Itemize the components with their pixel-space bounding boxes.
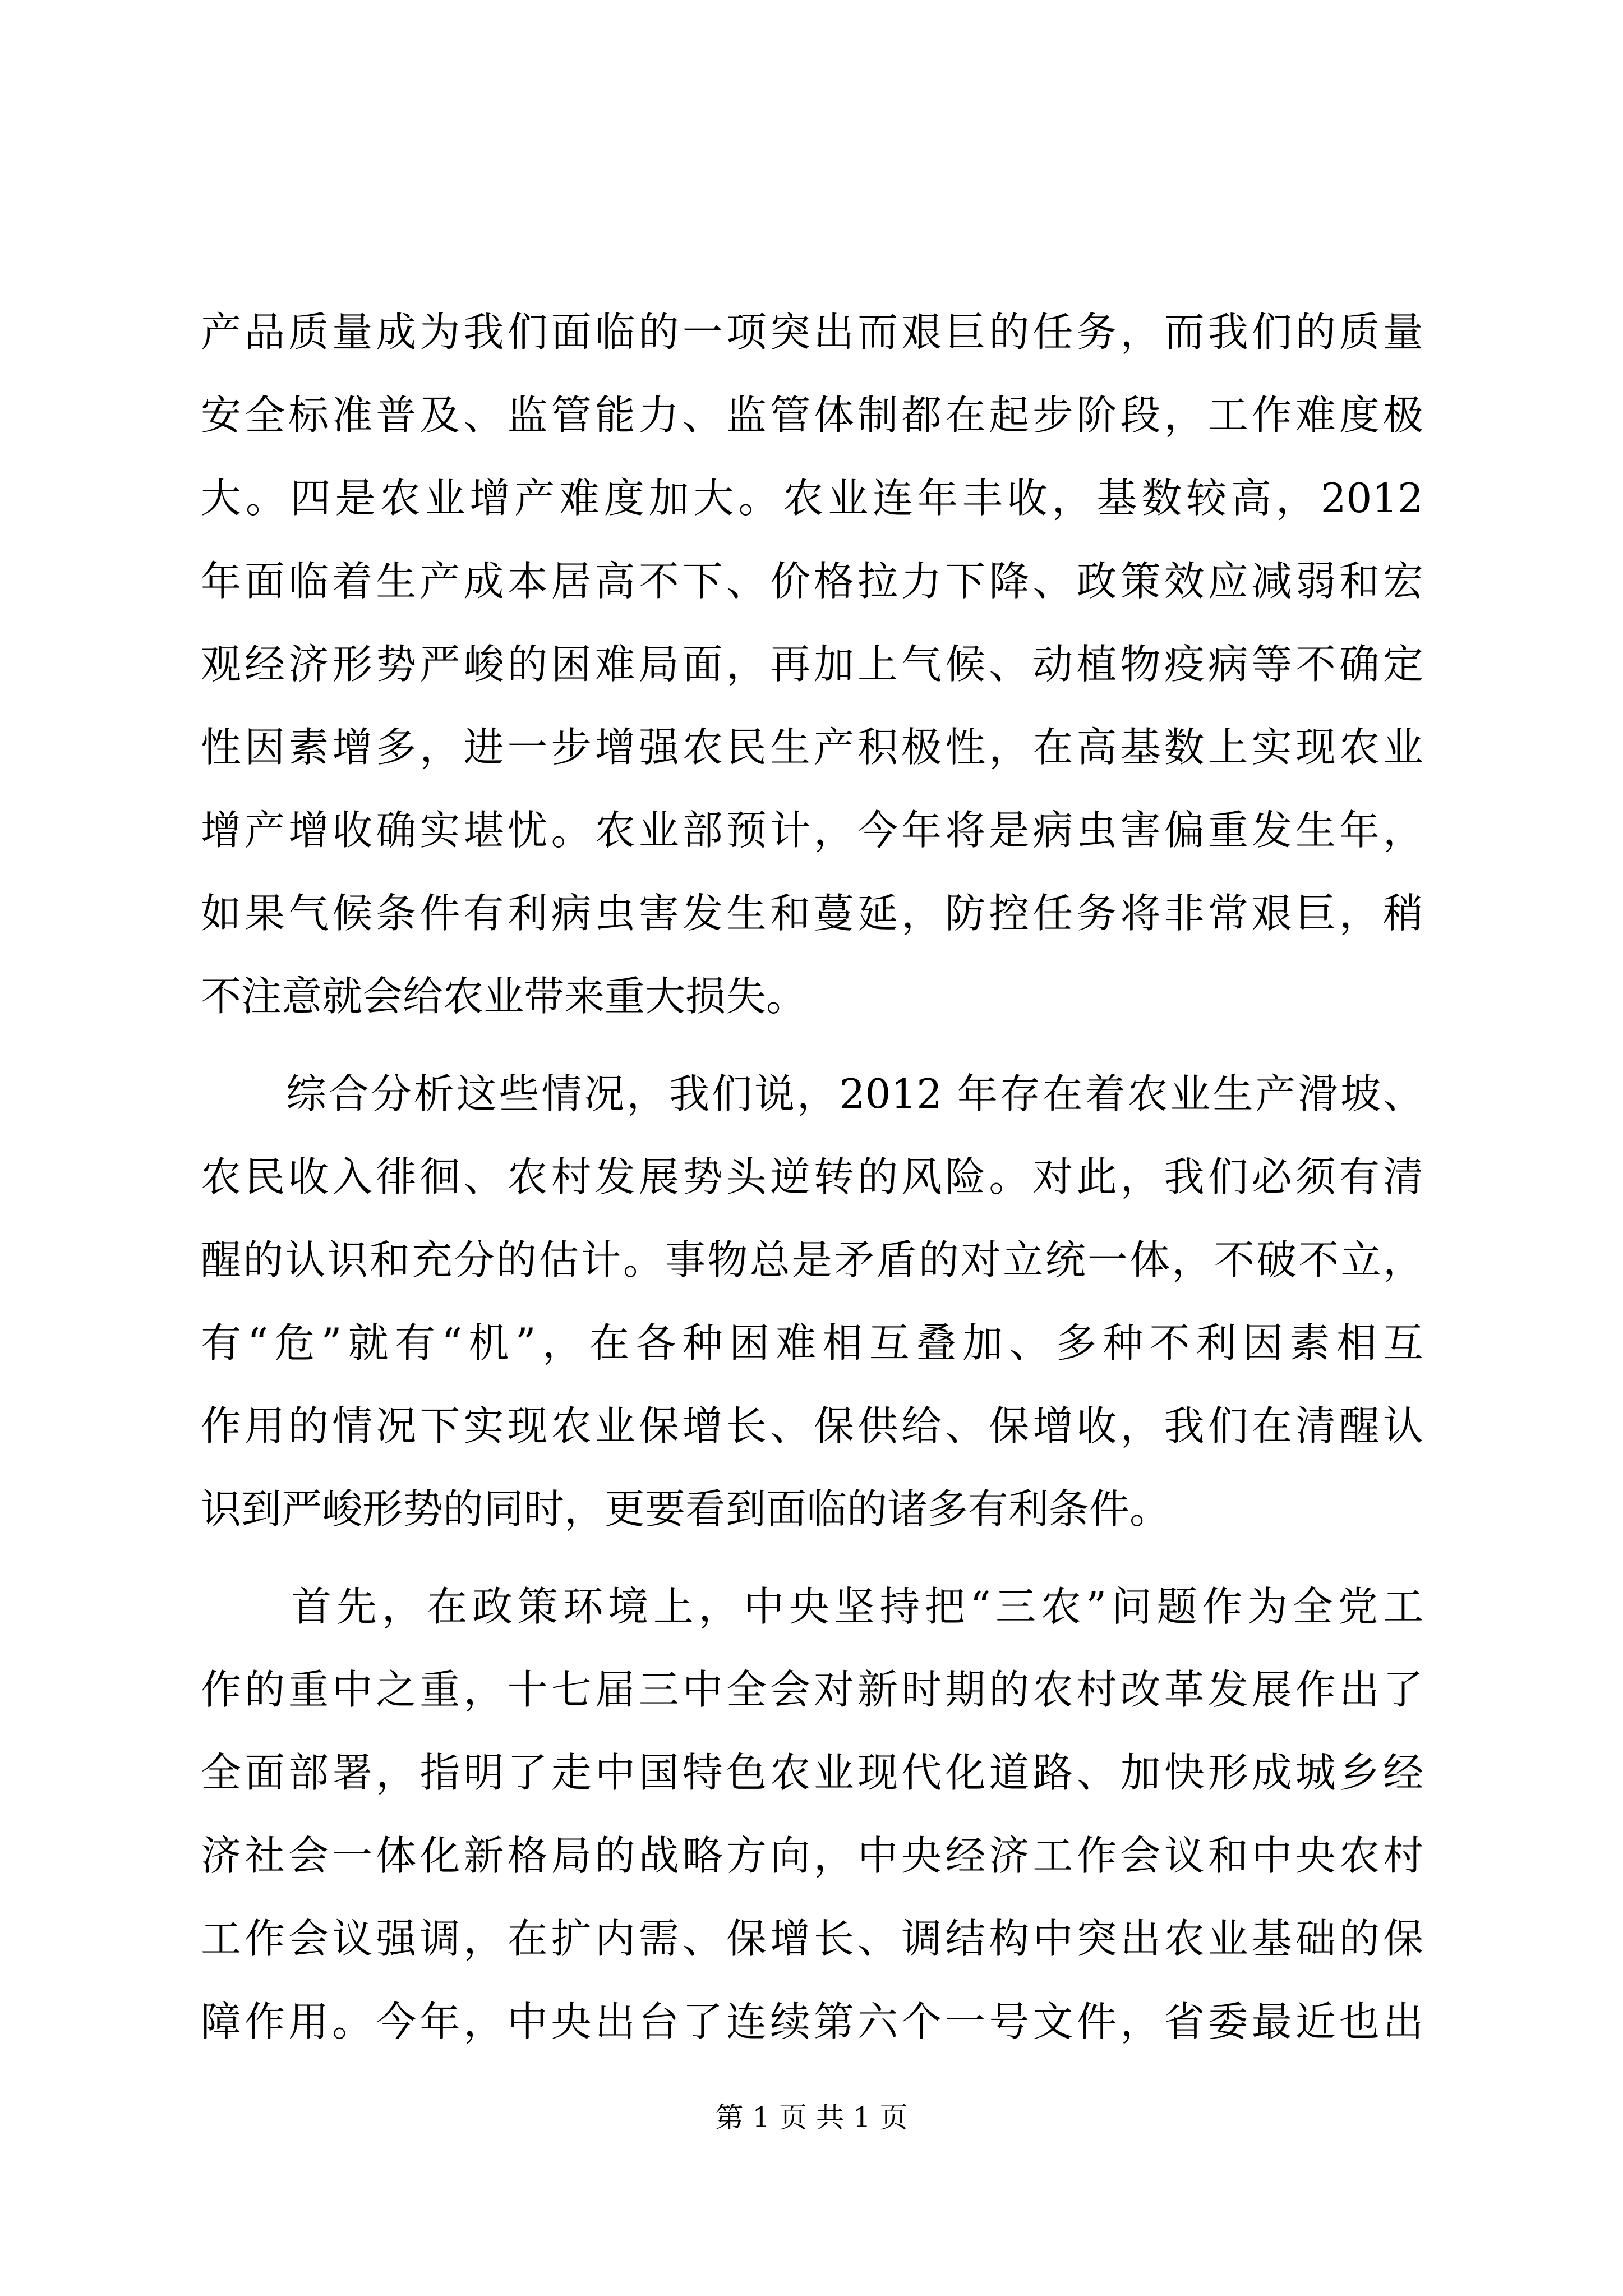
paragraph-1 (201, 291, 1423, 1038)
paragraph-gap (201, 1038, 1423, 1052)
text-line: 醒的认识和充分的估计。事物总是矛盾的对立统一体，不破不立， (201, 1236, 1423, 1283)
body-text (201, 291, 1423, 2063)
text-line: 观经济形势严峻的困难局面，再加上气候、动植物疫病等不确定 (201, 641, 1423, 688)
paragraph-gap (201, 1550, 1423, 1565)
text-line: 如果气候条件有利病虫害发生和蔓延，防控任务将非常艰巨，稍 (201, 890, 1423, 937)
text-line: 作的重中之重，十七届三中全会对新时期的农村改革发展作出了 (201, 1666, 1423, 1713)
text-line: 性因素增多，进一步增强农民生产积极性，在高基数上实现农业 (201, 724, 1423, 771)
text-line: 综合分析这些情况，我们说，2012 年存在着农业生产滑坡、 (201, 1070, 1423, 1117)
text-line: 首先，在政策环境上，中央坚持把“三农”问题作为全党工 (201, 1583, 1423, 1630)
text-line: 识到严峻形势的同时，更要看到面临的诸多有利条件。 (201, 1485, 1170, 1533)
text-line: 工作会议强调，在扩内需、保增长、调结构中突出农业基础的保 (201, 1915, 1423, 1962)
text-line: 增产增收确实堪忧。农业部预计，今年将是病虫害偏重发生年， (201, 807, 1423, 854)
text-line: 作用的情况下实现农业保增长、保供给、保增收，我们在清醒认 (201, 1402, 1423, 1450)
text-line: 安全标准普及、监管能力、监管体制都在起步阶段，工作难度极 (201, 392, 1423, 439)
text-line: 大。四是农业增产难度加大。农业连年丰收，基数较高，2012 (201, 475, 1423, 522)
page-footer: 第 1 页 共 1 页 (715, 2101, 908, 2134)
paragraph-3 (201, 1565, 1423, 2063)
text-line: 不注意就会给农业带来重大损失。 (201, 973, 807, 1020)
text-line: 有“危”就有“机”，在各种困难相互叠加、多种不利因素相互 (201, 1319, 1423, 1366)
text-line: 农民收入徘徊、农村发展势头逆转的风险。对此，我们必须有清 (201, 1153, 1423, 1200)
text-line: 年面临着生产成本居高不下、价格拉力下降、政策效应减弱和宏 (201, 558, 1423, 605)
text-line: 全面部署，指明了走中国特色农业现代化道路、加快形成城乡经 (201, 1749, 1423, 1796)
text-line: 产品质量成为我们面临的一项突出而艰巨的任务，而我们的质量 (201, 309, 1423, 356)
text-line: 济社会一体化新格局的战略方向，中央经济工作会议和中央农村 (201, 1832, 1423, 1879)
text-line: 障作用。今年，中央出台了连续第六个一号文件，省委最近也出 (201, 1998, 1423, 2045)
paragraph-2 (201, 1052, 1423, 1550)
